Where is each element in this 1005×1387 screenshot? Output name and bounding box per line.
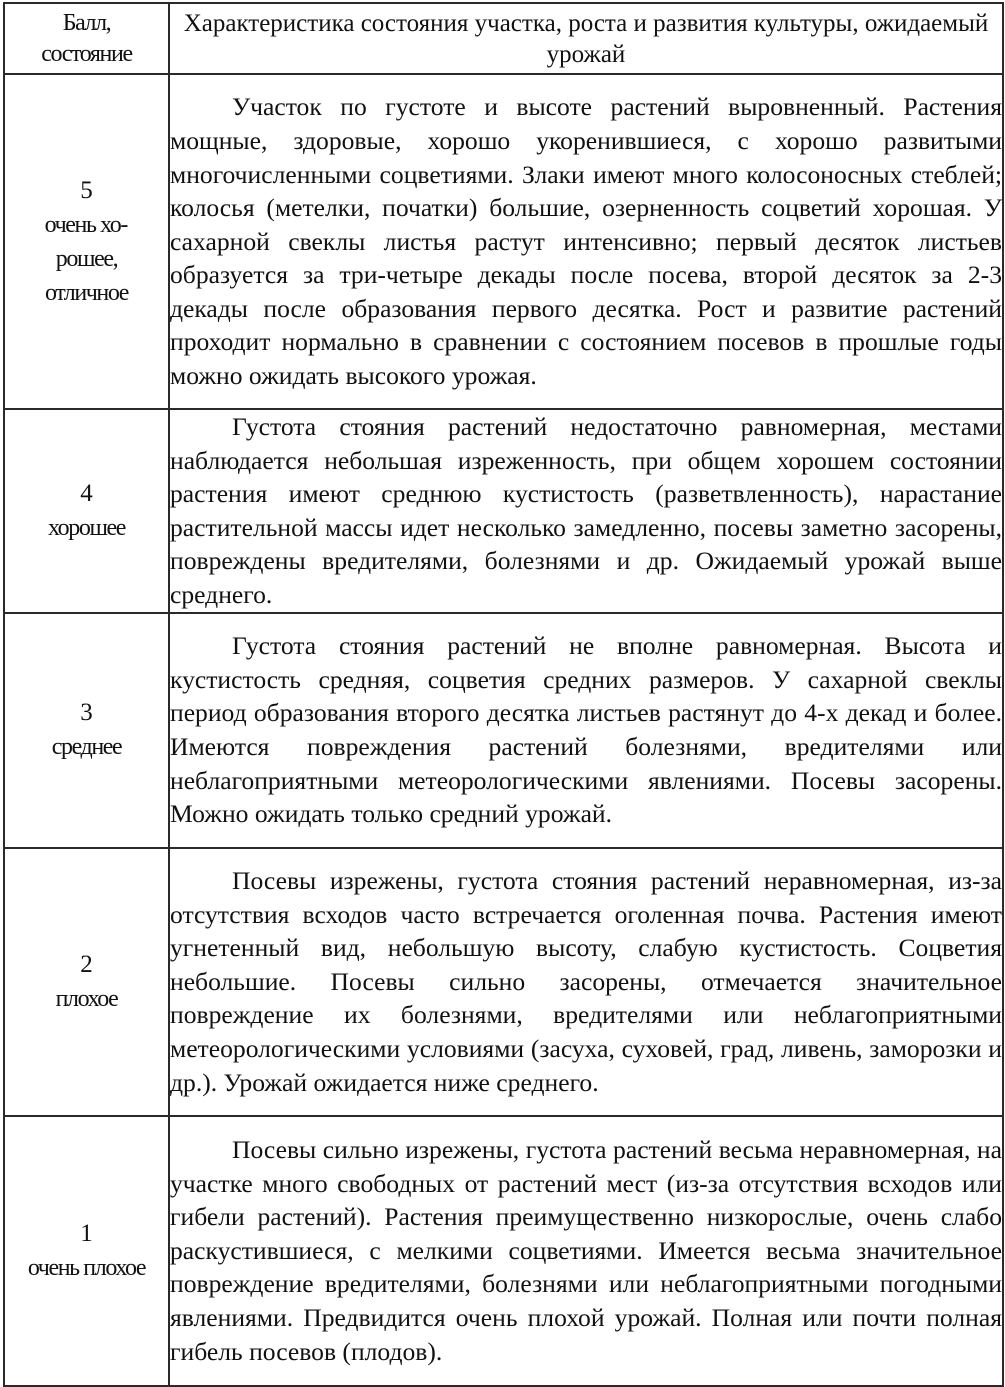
table-row [4,848,1003,1116]
table-row [4,409,1003,613]
table-header-row [4,3,1003,74]
score-value: 1 [80,1219,93,1247]
state-label: плохое [55,985,118,1012]
description-cell [169,74,1003,409]
score-cell [4,1116,169,1386]
description-text: Густота стояния растений не вполне равномерная. Высота и кустистость средняя, соцветия средних размеров. У сахарной свеклы период образования второго десятка листьев растянут до 4-х декад и более. Имеются повреждения растений болезнями, вредителями или неблагоприятными метеорологическими явлениями. Посевы засорены. Можно ожидать только средний урожай. [170,631,1002,829]
score-value: 3 [80,699,93,727]
table-row [4,74,1003,409]
description-text: Участок по густоте и высоте растений выровненный. Растения мощные, здоровые, хорошо укоренившиеся, с хорошо развитыми многочисленными соцветиями. Злаки имеют много колосоносных стеблей; колосья (метелки, початки) большие, озерненность соцветий хорошая. У сахарной свеклы листья растут интенсивно; первый десяток листьев образуется за три-четыре декады после посева, второй десяток за 2-3 декады после образования первого десятка. Рост и развитие растений проходит нормально в сравнении с состоянием посевов в прошлые годы можно ожидать высокого урожая. [170,92,1002,391]
state-label: хорошее [47,514,126,541]
description-text: Посевы изрежены, густота стояния растений неравномерная, из-за отсутствия всходов часто встречается оголенная почва. Растения имеют угнетенный вид, небольшую высоту, слабую кустистость. Соцветия небольшие. Посевы сильно засорены, отмечается значительное повреждение их болезнями, вредителями или неблагоприятными метеорологическими условиями (засуха, суховей, град, ливень, заморозки и др.). Урожай ожидается ниже среднего. [170,865,1002,1097]
description-text: Густота стояния растений недостаточно равномерная, местами наблюдается небольшая изреженность, при общем хорошем состоянии растения имеют среднюю кустистость (разветвленность), нарастание растительной массы идет несколько замедленно, посевы заметно засорены, повреждены вредителями, болезнями и др. Ожидаемый урожай выше среднего. [170,412,1002,609]
score-value: 4 [80,479,93,507]
crop-condition-table [3,2,1004,1387]
score-value: 5 [80,176,93,204]
score-cell [4,409,169,613]
description-cell [169,848,1003,1116]
score-cell [4,613,169,848]
header-score-state: Балл, состояние [4,3,169,74]
score-value: 2 [80,950,93,978]
table-row [4,613,1003,848]
score-cell [4,74,169,409]
state-label: очень плохое [27,1254,146,1281]
table-row [4,1116,1003,1386]
description-text: Посевы сильно изрежены, густота растений весьма неравномерная, на участке много свободных от растений мест (из-за отсутствия всходов или гибели растений). Растения преимущественно низкорослые, очень слабо раскустившиеся, с мелкими соцветиями. Имеется весьма значительное повреждение вредителями, болезнями или неблагоприятными погодными явлениями. Предвидится очень плохой урожай. Полная или почти полная гибель посевов (плодов). [170,1134,1002,1366]
description-cell [169,613,1003,848]
description-cell [169,409,1003,613]
header-characteristics: Характеристика состояния участка, роста и развития культуры, ожидаемый урожай [169,3,1003,74]
description-cell [169,1116,1003,1386]
score-cell [4,848,169,1116]
state-label: очень хорошее, отличное [44,211,129,306]
state-label: среднее [51,734,122,761]
